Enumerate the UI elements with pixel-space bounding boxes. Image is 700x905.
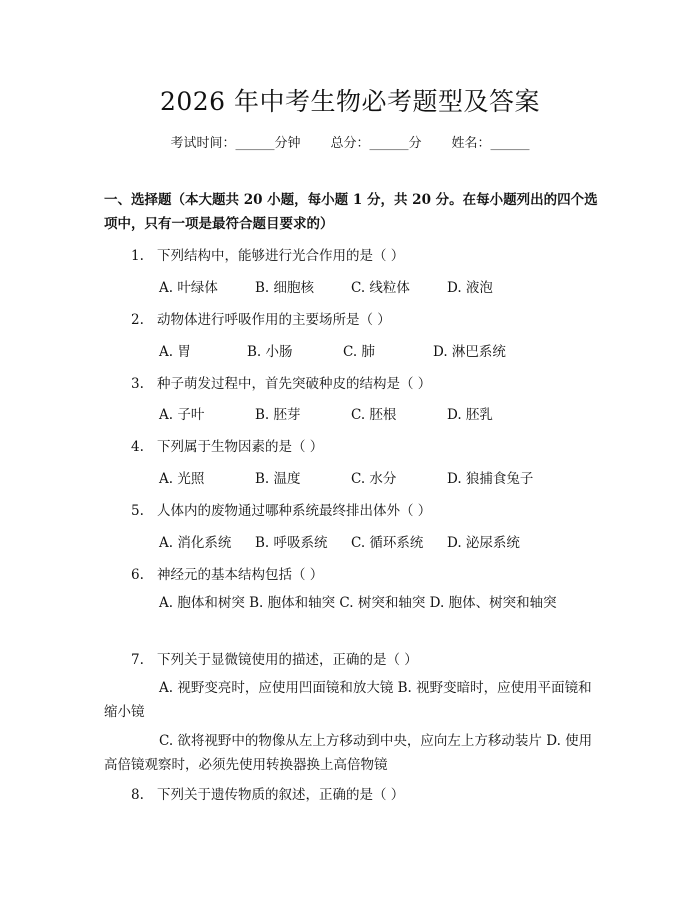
question-1-options bbox=[159, 276, 493, 296]
question-stem: 下列结构中，能够进行光合作用的是（ ） bbox=[157, 248, 405, 264]
option-d: D. 胚乳 bbox=[447, 407, 493, 423]
option-d: D. 淋巴系统 bbox=[433, 344, 506, 360]
option-b: B. 温度 bbox=[255, 471, 301, 487]
question-7-options-cd: C. 欲将视野中的物像从左上方移动到中央，应向左上方移动装片 D. 使用高倍镜观察时，必须先使用转换器换上高倍物镜 bbox=[104, 733, 593, 773]
option-a: A. 叶绿体 bbox=[159, 280, 218, 296]
question-number: 1. bbox=[131, 248, 144, 264]
question-8 bbox=[131, 783, 404, 803]
option-d: D. 液泡 bbox=[447, 280, 493, 296]
question-3-options bbox=[159, 403, 493, 423]
question-number: 6. bbox=[131, 567, 144, 583]
option-b: B. 呼吸系统 bbox=[255, 535, 328, 551]
name-field: 姓名：______ bbox=[451, 136, 530, 151]
question-number: 8. bbox=[131, 787, 144, 803]
question-6-options: A. 胞体和树突 B. 胞体和轴突 C. 树突和轴突 D. 胞体、树突和轴突 bbox=[159, 595, 557, 611]
question-number: 4. bbox=[131, 439, 144, 455]
question-6 bbox=[131, 563, 323, 583]
option-c: C. 水分 bbox=[351, 471, 397, 487]
option-c: C. 胚根 bbox=[351, 407, 397, 423]
option-b: B. 小肠 bbox=[247, 344, 293, 360]
question-7 bbox=[131, 648, 418, 668]
question-stem: 下列关于显微镜使用的描述，正确的是（ ） bbox=[157, 652, 418, 668]
page-title: 2026 年中考生物必考题型及答案 bbox=[159, 87, 541, 116]
question-stem: 神经元的基本结构包括（ ） bbox=[157, 567, 324, 583]
option-c: C. 线粒体 bbox=[351, 280, 410, 296]
question-number: 2. bbox=[131, 312, 144, 328]
question-number: 7. bbox=[131, 652, 144, 668]
question-number: 5. bbox=[131, 503, 144, 519]
question-5 bbox=[131, 499, 431, 519]
section-heading: 一、选择题（本大题共 20 小题，每小题 1 分，共 20 分。在每小题列出的四个选项中，只有一项是最符合题目要求的） bbox=[104, 192, 598, 232]
option-d: D. 狼捕食兔子 bbox=[447, 471, 534, 487]
option-c: C. 循环系统 bbox=[351, 535, 424, 551]
option-a: A. 胃 bbox=[159, 344, 191, 360]
question-2 bbox=[131, 308, 391, 328]
question-stem: 种子萌发过程中，首先突破种皮的结构是（ ） bbox=[157, 376, 432, 392]
question-stem: 人体内的废物通过哪种系统最终排出体外（ ） bbox=[157, 503, 432, 519]
option-a: A. 子叶 bbox=[159, 407, 205, 423]
question-4-options bbox=[159, 467, 533, 487]
option-c: C. 肺 bbox=[343, 344, 375, 360]
question-stem: 下列关于遗传物质的叙述，正确的是（ ） bbox=[157, 787, 405, 803]
question-number: 3. bbox=[131, 376, 144, 392]
question-7-options-ab: A. 视野变亮时，应使用凹面镜和放大镜 B. 视野变暗时，应使用平面镜和缩小镜 bbox=[104, 680, 592, 720]
question-1 bbox=[131, 244, 404, 264]
option-a: A. 光照 bbox=[159, 471, 205, 487]
option-b: B. 胚芽 bbox=[255, 407, 301, 423]
exam-time-field: 考试时间：______分钟 bbox=[170, 136, 301, 151]
total-score-field: 总分：______分 bbox=[330, 136, 422, 151]
question-2-options bbox=[159, 340, 506, 360]
option-b: B. 细胞核 bbox=[255, 280, 315, 296]
question-3 bbox=[131, 372, 431, 392]
exam-meta bbox=[0, 132, 700, 151]
option-d: D. 泌尿系统 bbox=[447, 535, 520, 551]
question-stem: 动物体进行呼吸作用的主要场所是（ ） bbox=[157, 312, 391, 328]
option-a: A. 消化系统 bbox=[159, 535, 232, 551]
question-5-options bbox=[159, 531, 520, 551]
question-stem: 下列属于生物因素的是（ ） bbox=[157, 439, 324, 455]
question-4 bbox=[131, 435, 323, 455]
